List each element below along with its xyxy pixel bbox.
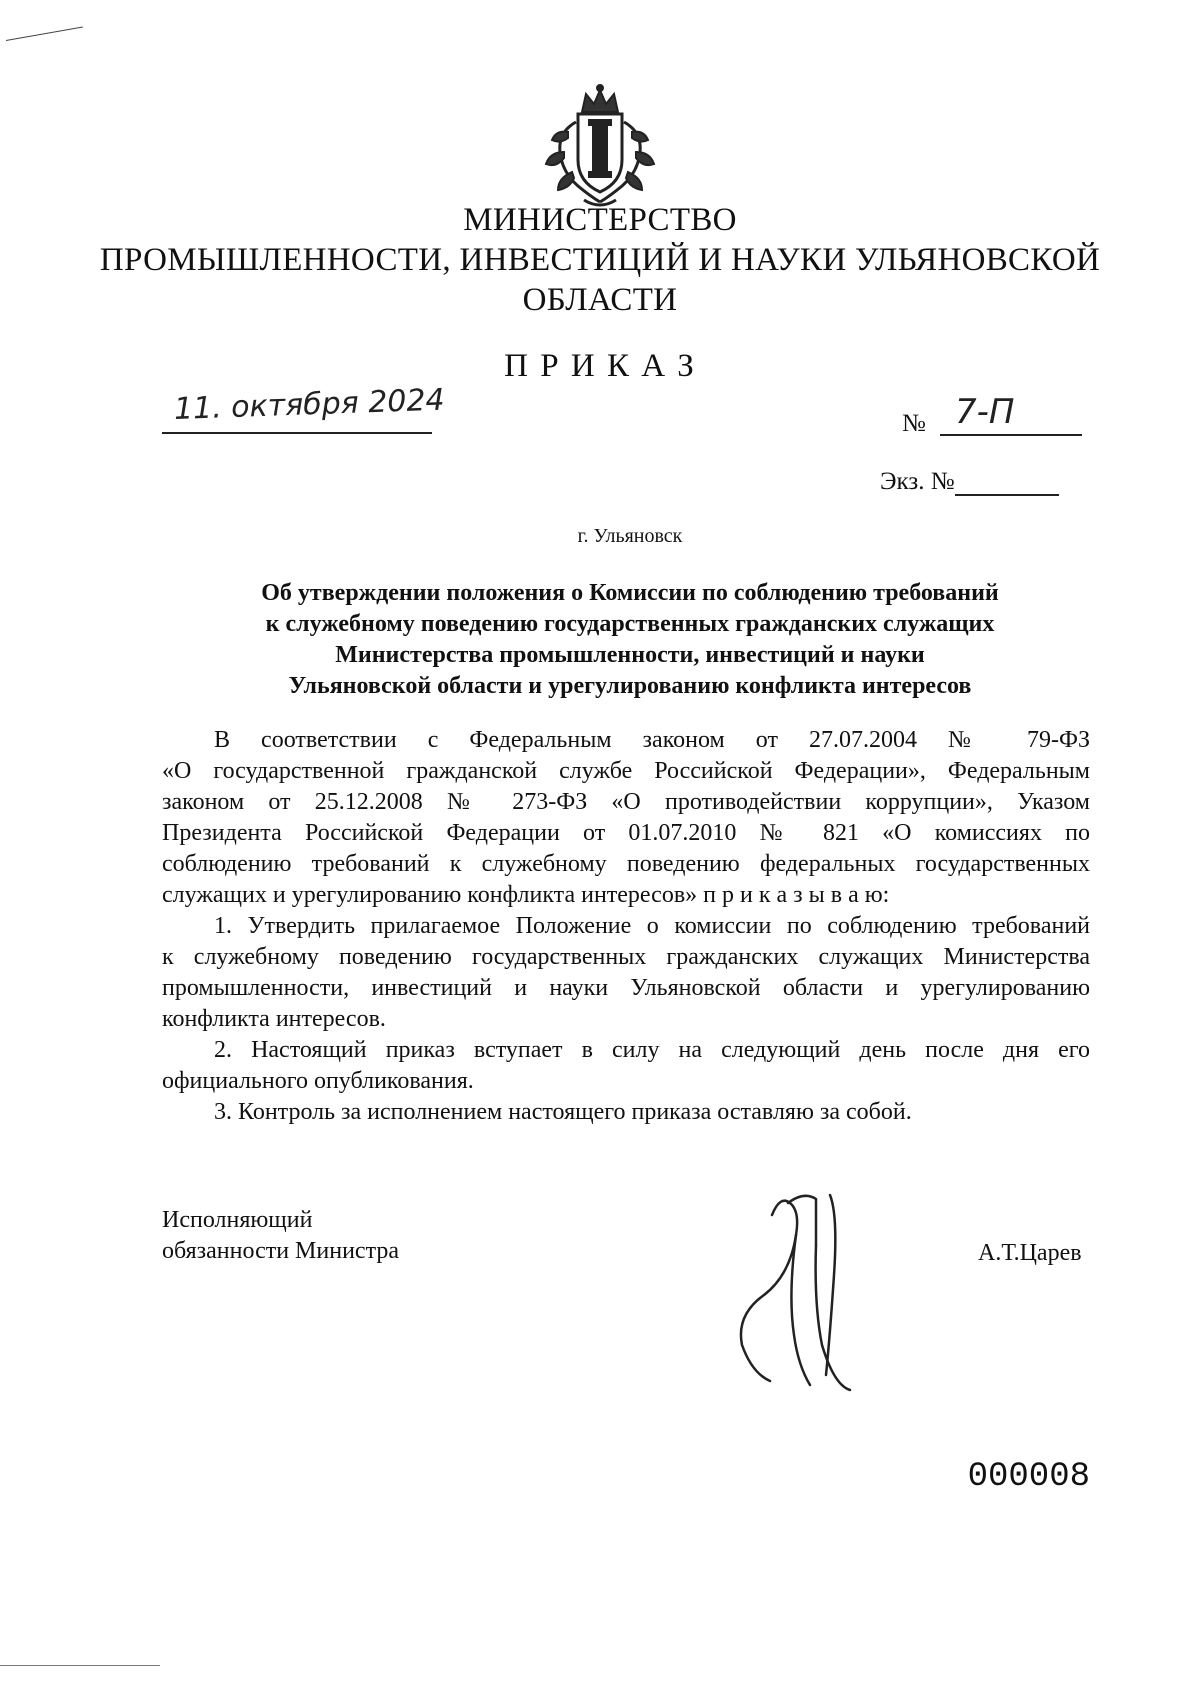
ministry-name-line-2: ПРОМЫШЛЕННОСТИ, ИНВЕСТИЦИЙ И НАУКИ УЛЬЯНОВСКОЙ [99,242,1101,278]
body-line-8: к служебному поведению государственных гражданских служащих Министерства [162,944,1090,970]
title-line-4: Ульяновской области и урегулированию конфликта интересов [288,673,972,699]
scan-mark-top [6,26,83,41]
document-type: П Р И К А З [504,348,696,384]
signatory-position-line-1: Исполняющий [162,1207,313,1233]
page-number: 000008 [967,1458,1090,1496]
number-underline [940,434,1082,436]
handwritten-signature [730,1185,880,1395]
number-label: № [902,410,926,437]
body-line-13: 3. Контроль за исполнением настоящего приказа оставляю за собой. [214,1099,912,1125]
signatory-name: А.Т.Царев [978,1240,1082,1266]
body-line-4: Президента Российской Федерации от 01.07.2010 № 821 «О комиссиях по [162,820,1090,846]
scan-mark-bottom [0,1665,160,1666]
signatory-position-line-2: обязанности Министра [162,1238,400,1264]
date-underline [162,432,432,434]
city: г. Ульяновск [577,525,683,547]
body-line-1: В соответствии с Федеральным законом от 27.07.2004 № 79-ФЗ [214,727,1090,753]
body-line-6: служащих и урегулированию конфликта интересов» п р и к а з ы в а ю: [162,882,890,908]
order-date: 11. октября 2024 [173,382,446,427]
copy-underline [955,494,1059,496]
body-line-11: 2. Настоящий приказ вступает в силу на следующий день после дня его [214,1037,1090,1063]
body-line-10: конфликта интересов. [162,1006,386,1032]
order-number: 7-П [955,392,1015,432]
body-line-12: официального опубликования. [162,1068,474,1094]
title-line-3: Министерства промышленности, инвестиций и науки [335,642,925,668]
ministry-name-line-1: МИНИСТЕРСТВО [463,202,737,238]
body-line-3: законом от 25.12.2008 № 273-ФЗ «О противодействии коррупции», Указом [162,789,1090,815]
title-line-2: к служебному поведению государственных гражданских служащих [265,611,995,637]
body-line-9: промышленности, инвестиций и науки Ульяновской области и урегулированию [162,975,1090,1001]
body-line-5: соблюдению требований к служебному поведению федеральных государственных [162,851,1090,877]
title-line-1: Об утверждении положения о Комиссии по соблюдению требований [261,580,999,606]
coat-of-arms-emblem [538,82,662,212]
ministry-name-line-3: ОБЛАСТИ [522,282,678,318]
body-line-2: «О государственной гражданской службе Российской Федерации», Федеральным [162,758,1090,784]
copy-label: Экз. № [880,468,955,495]
body-line-7: 1. Утвердить прилагаемое Положение о комиссии по соблюдению требований [214,913,1090,939]
